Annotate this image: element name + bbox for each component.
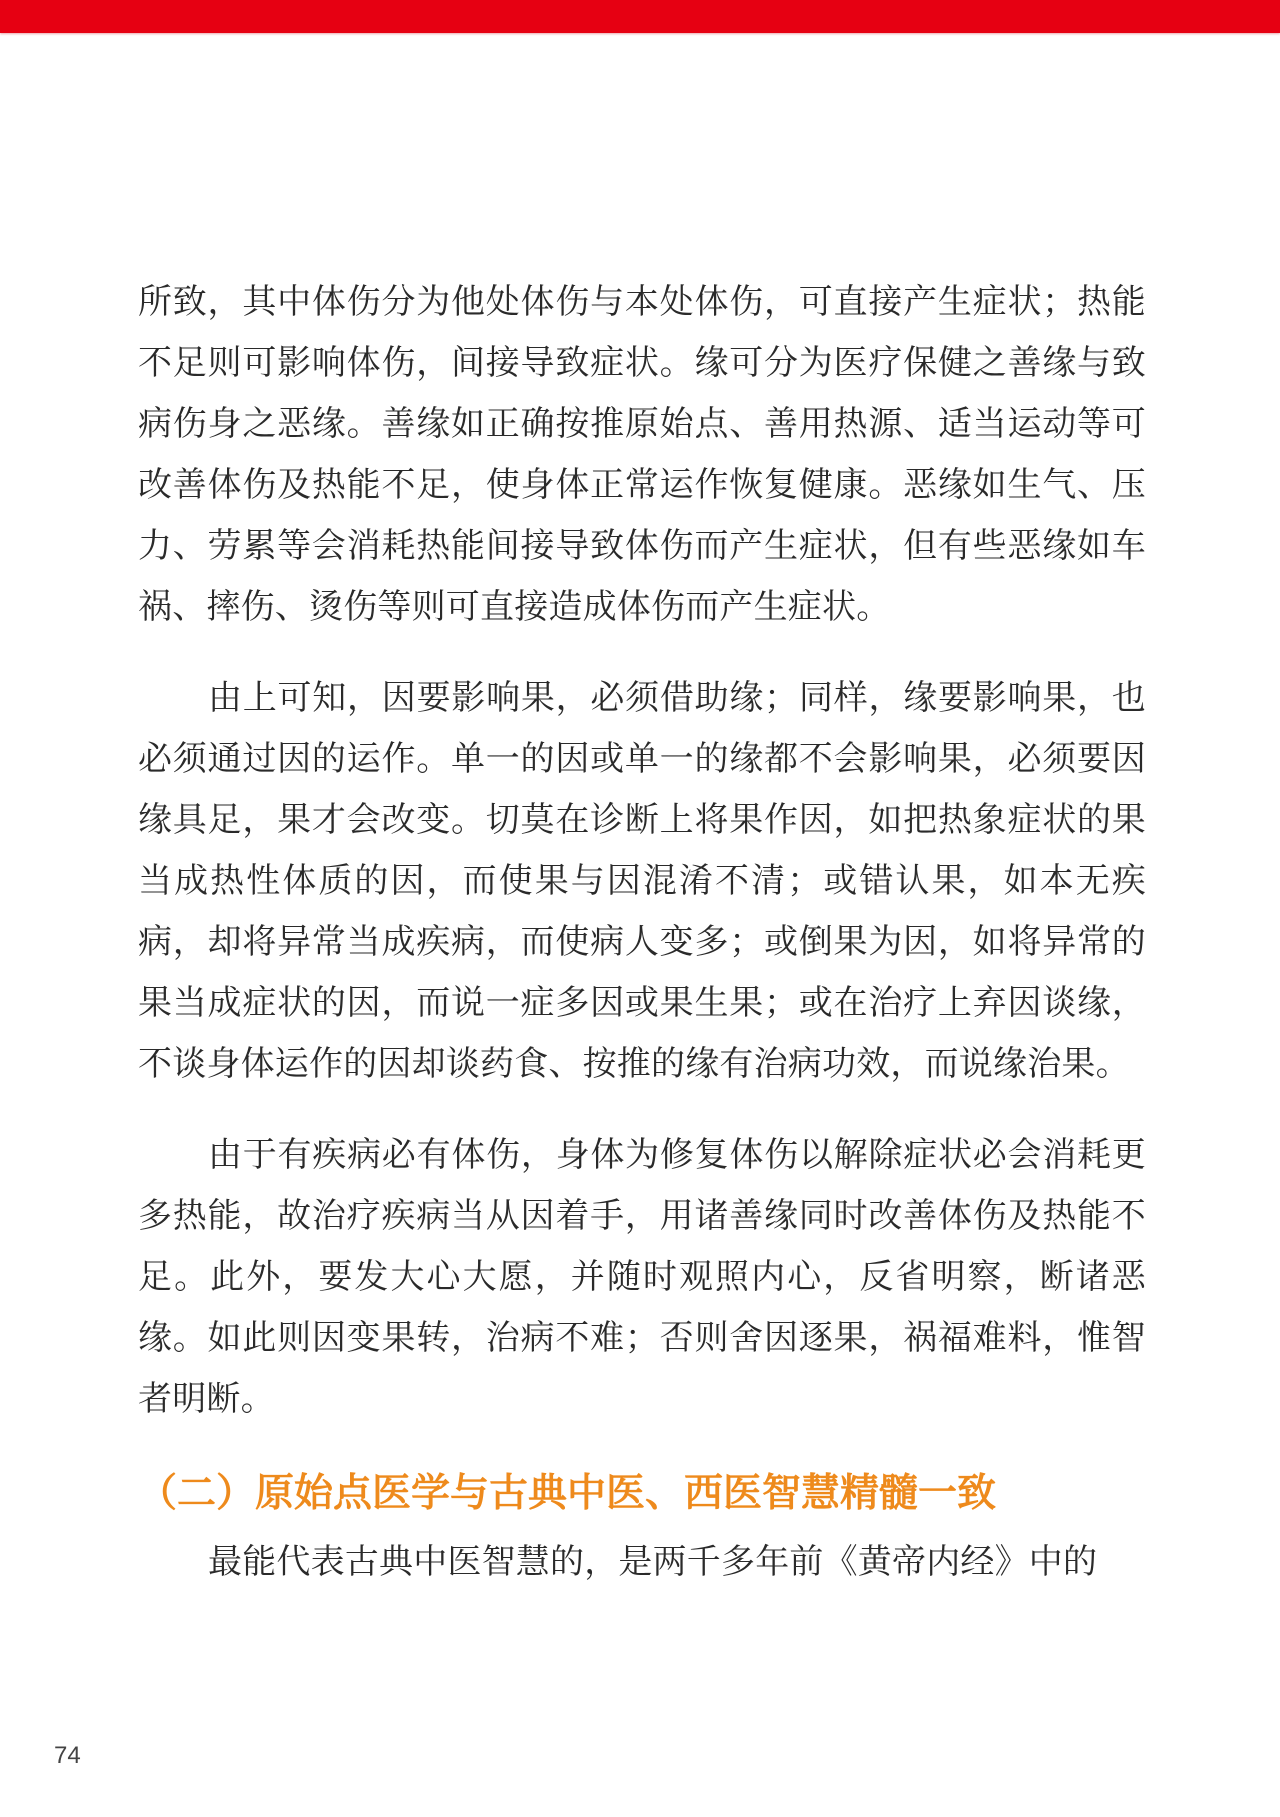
section-heading: （二）原始点医学与古典中医、西医智慧精髓一致 [138, 1471, 997, 1516]
paragraph-4: 最能代表古典中医智慧的，是两千多年前《黄帝内经》中的 [208, 1542, 1098, 1582]
page-content [138, 272, 1146, 1593]
top-red-bar [0, 0, 1280, 33]
paragraph-3: 由于有疾病必有体伤，身体为修复体伤以解除症状必会消耗更多热能，故治疗疾病当从因着手，用诸善缘同时改善体伤及热能不足。此外，要发大心大愿，并随时观照内心，反省明察，断诸恶缘。如此则因变果转，治病不难；否则舍因逐果，祸福难料，惟智者明断。 [138, 1135, 1146, 1419]
paragraph-1: 所致，其中体伤分为他处体伤与本处体伤，可直接产生症状；热能不足则可影响体伤，间接导致症状。缘可分为医疗保健之善缘与致病伤身之恶缘。善缘如正确按推原始点、善用热源、适当运动等可改善体伤及热能不足，使身体正常运作恢复健康。恶缘如生气、压力、劳累等会消耗热能间接导致体伤而产生症状，但有些恶缘如车祸、摔伤、烫伤等则可直接造成体伤而产生症状。 [138, 282, 1146, 627]
paragraph-2: 由上可知，因要影响果，必须借助缘；同样，缘要影响果，也必须通过因的运作。单一的因或单一的缘都不会影响果，必须要因缘具足，果才会改变。切莫在诊断上将果作因，如把热象症状的果当成热性体质的因，而使果与因混淆不清；或错认果，如本无疾病，却将异常当成疾病，而使病人变多；或倒果为因，如将异常的果当成症状的因，而说一症多因或果生果；或在治疗上弃因谈缘，不谈身体运作的因却谈药食、按推的缘有治病功效，而说缘治果。 [138, 678, 1146, 1084]
page-number: 74 [54, 1742, 81, 1769]
